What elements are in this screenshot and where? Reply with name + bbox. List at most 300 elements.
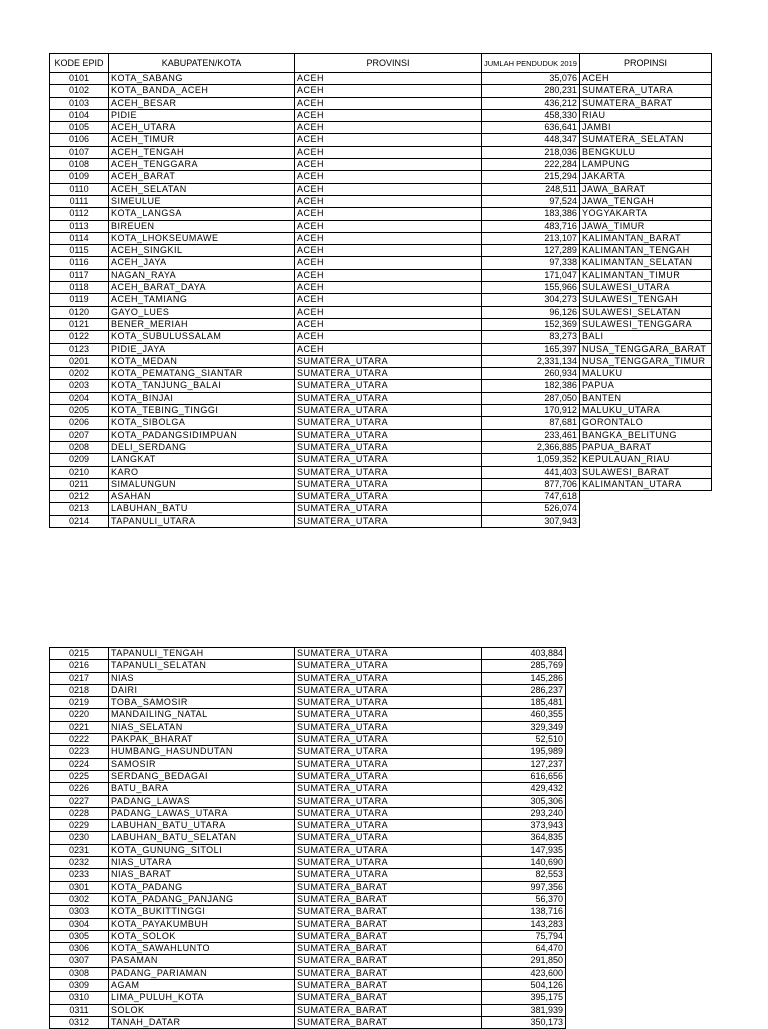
kabupaten-cell: ACEH_TAMIANG bbox=[109, 294, 295, 306]
penduduk-cell: 291,850 bbox=[482, 955, 566, 967]
table-row bbox=[50, 770, 566, 782]
penduduk-cell: 75,794 bbox=[482, 930, 566, 942]
penduduk-cell: 35,076 bbox=[482, 73, 580, 85]
table-row bbox=[50, 466, 712, 478]
propinsi-cell: YOGYAKARTA bbox=[579, 208, 711, 220]
penduduk-cell: 423,600 bbox=[482, 967, 566, 979]
propinsi-cell: BANTEN bbox=[579, 392, 711, 404]
propinsi-cell: NUSA_TENGGARA_TIMUR bbox=[579, 355, 711, 367]
kode-epid-cell: 0309 bbox=[50, 980, 109, 992]
propinsi-cell: SUMATERA_BARAT bbox=[579, 97, 711, 109]
table-row bbox=[50, 992, 566, 1004]
penduduk-cell: 260,934 bbox=[482, 368, 580, 380]
provinsi-cell: SUMATERA_BARAT bbox=[295, 881, 482, 893]
table-row bbox=[50, 257, 712, 269]
table-row bbox=[50, 660, 566, 672]
kabupaten-cell: TOBA_SAMOSIR bbox=[109, 697, 295, 709]
provinsi-cell: ACEH bbox=[295, 146, 482, 158]
kode-epid-cell: 0101 bbox=[50, 73, 109, 85]
provinsi-cell: SUMATERA_UTARA bbox=[295, 405, 482, 417]
penduduk-cell: 381,939 bbox=[482, 1004, 566, 1016]
provinsi-cell: SUMATERA_UTARA bbox=[295, 660, 482, 672]
kabupaten-cell: KOTA_LHOKSEUMAWE bbox=[109, 232, 295, 244]
propinsi-cell bbox=[579, 491, 711, 503]
penduduk-cell: 293,240 bbox=[482, 807, 566, 819]
kode-epid-cell: 0217 bbox=[50, 672, 109, 684]
table-row bbox=[50, 807, 566, 819]
penduduk-cell: 147,935 bbox=[482, 844, 566, 856]
penduduk-cell: 222,284 bbox=[482, 159, 580, 171]
table-row bbox=[50, 405, 712, 417]
header-kabupaten-kota: KABUPATEN/KOTA bbox=[109, 54, 295, 73]
kabupaten-cell: PADANG_LAWAS_UTARA bbox=[109, 807, 295, 819]
kode-epid-cell: 0223 bbox=[50, 746, 109, 758]
kabupaten-cell: KOTA_GUNUNG_SITOLI bbox=[109, 844, 295, 856]
penduduk-cell: 350,173 bbox=[482, 1016, 566, 1028]
kabupaten-cell: BENER_MERIAH bbox=[109, 318, 295, 330]
kabupaten-cell: KOTA_SAWAHLUNTO bbox=[109, 943, 295, 955]
penduduk-cell: 56,370 bbox=[482, 893, 566, 905]
table-row bbox=[50, 122, 712, 134]
provinsi-cell: ACEH bbox=[295, 195, 482, 207]
kode-epid-cell: 0123 bbox=[50, 343, 109, 355]
table-row bbox=[50, 881, 566, 893]
kabupaten-cell: KOTA_MEDAN bbox=[109, 355, 295, 367]
penduduk-cell: 285,769 bbox=[482, 660, 566, 672]
penduduk-cell: 138,716 bbox=[482, 906, 566, 918]
provinsi-cell: SUMATERA_UTARA bbox=[295, 709, 482, 721]
header-jumlah-penduduk: JUMLAH PENDUDUK 2019 bbox=[482, 54, 580, 73]
table-row bbox=[50, 109, 712, 121]
provinsi-cell: SUMATERA_UTARA bbox=[295, 417, 482, 429]
penduduk-cell: 329,349 bbox=[482, 721, 566, 733]
kabupaten-cell: KOTA_LANGSA bbox=[109, 208, 295, 220]
provinsi-cell: ACEH bbox=[295, 282, 482, 294]
table-row bbox=[50, 758, 566, 770]
propinsi-cell: SULAWESI_TENGGARA bbox=[579, 318, 711, 330]
propinsi-cell: KEPULAUAN_RIAU bbox=[579, 454, 711, 466]
provinsi-cell: ACEH bbox=[295, 73, 482, 85]
kode-epid-cell: 0304 bbox=[50, 918, 109, 930]
propinsi-cell bbox=[579, 515, 711, 527]
provinsi-cell: ACEH bbox=[295, 159, 482, 171]
kode-epid-cell: 0310 bbox=[50, 992, 109, 1004]
kode-epid-cell: 0203 bbox=[50, 380, 109, 392]
kabupaten-cell: KOTA_BANDA_ACEH bbox=[109, 85, 295, 97]
provinsi-cell: SUMATERA_UTARA bbox=[295, 832, 482, 844]
provinsi-cell: SUMATERA_UTARA bbox=[295, 857, 482, 869]
table-row bbox=[50, 331, 712, 343]
penduduk-cell: 215,294 bbox=[482, 171, 580, 183]
provinsi-cell: SUMATERA_BARAT bbox=[295, 918, 482, 930]
kabupaten-cell: ACEH_BESAR bbox=[109, 97, 295, 109]
kabupaten-cell: KOTA_PAYAKUMBUH bbox=[109, 918, 295, 930]
population-table-bottom bbox=[49, 647, 566, 1029]
penduduk-cell: 287,050 bbox=[482, 392, 580, 404]
provinsi-cell: ACEH bbox=[295, 318, 482, 330]
penduduk-cell: 436,212 bbox=[482, 97, 580, 109]
kode-epid-cell: 0216 bbox=[50, 660, 109, 672]
kode-epid-cell: 0215 bbox=[50, 648, 109, 660]
kode-epid-cell: 0209 bbox=[50, 454, 109, 466]
table-row bbox=[50, 515, 712, 527]
kode-epid-cell: 0219 bbox=[50, 697, 109, 709]
kabupaten-cell: BIREUEN bbox=[109, 220, 295, 232]
provinsi-cell: SUMATERA_BARAT bbox=[295, 893, 482, 905]
kode-epid-cell: 0306 bbox=[50, 943, 109, 955]
kode-epid-cell: 0210 bbox=[50, 466, 109, 478]
propinsi-cell bbox=[579, 503, 711, 515]
penduduk-cell: 441,403 bbox=[482, 466, 580, 478]
propinsi-cell: PAPUA bbox=[579, 380, 711, 392]
provinsi-cell: SUMATERA_BARAT bbox=[295, 967, 482, 979]
kabupaten-cell: LIMA_PULUH_KOTA bbox=[109, 992, 295, 1004]
kabupaten-cell: ACEH_SELATAN bbox=[109, 183, 295, 195]
kabupaten-cell: HUMBANG_HASUNDUTAN bbox=[109, 746, 295, 758]
table-row bbox=[50, 368, 712, 380]
propinsi-cell: JAWA_TENGAH bbox=[579, 195, 711, 207]
kabupaten-cell: TAPANULI_UTARA bbox=[109, 515, 295, 527]
provinsi-cell: SUMATERA_UTARA bbox=[295, 515, 482, 527]
table-row bbox=[50, 478, 712, 490]
kabupaten-cell: SIMALUNGUN bbox=[109, 478, 295, 490]
provinsi-cell: ACEH bbox=[295, 85, 482, 97]
kabupaten-cell: KARO bbox=[109, 466, 295, 478]
kabupaten-cell: ACEH_UTARA bbox=[109, 122, 295, 134]
penduduk-cell: 364,835 bbox=[482, 832, 566, 844]
kode-epid-cell: 0207 bbox=[50, 429, 109, 441]
kabupaten-cell: KOTA_BUKITTINGGI bbox=[109, 906, 295, 918]
penduduk-cell: 286,237 bbox=[482, 684, 566, 696]
kode-epid-cell: 0305 bbox=[50, 930, 109, 942]
provinsi-cell: SUMATERA_UTARA bbox=[295, 380, 482, 392]
provinsi-cell: SUMATERA_BARAT bbox=[295, 906, 482, 918]
table-row bbox=[50, 721, 566, 733]
provinsi-cell: ACEH bbox=[295, 171, 482, 183]
provinsi-cell: SUMATERA_UTARA bbox=[295, 454, 482, 466]
kode-epid-cell: 0119 bbox=[50, 294, 109, 306]
kode-epid-cell: 0303 bbox=[50, 906, 109, 918]
propinsi-cell: MALUKU bbox=[579, 368, 711, 380]
kode-epid-cell: 0302 bbox=[50, 893, 109, 905]
kabupaten-cell: GAYO_LUES bbox=[109, 306, 295, 318]
table-row bbox=[50, 171, 712, 183]
kabupaten-cell: ACEH_BARAT_DAYA bbox=[109, 282, 295, 294]
table-row bbox=[50, 73, 712, 85]
penduduk-cell: 233,461 bbox=[482, 429, 580, 441]
table-row bbox=[50, 1016, 566, 1028]
propinsi-cell: MALUKU_UTARA bbox=[579, 405, 711, 417]
provinsi-cell: ACEH bbox=[295, 306, 482, 318]
provinsi-cell: SUMATERA_UTARA bbox=[295, 697, 482, 709]
table-row bbox=[50, 441, 712, 453]
kabupaten-cell: ACEH_JAYA bbox=[109, 257, 295, 269]
kabupaten-cell: KOTA_PADANG_PANJANG bbox=[109, 893, 295, 905]
provinsi-cell: ACEH bbox=[295, 232, 482, 244]
provinsi-cell: SUMATERA_UTARA bbox=[295, 491, 482, 503]
table-row bbox=[50, 195, 712, 207]
penduduk-cell: 83,273 bbox=[482, 331, 580, 343]
propinsi-cell: KALIMANTAN_TIMUR bbox=[579, 269, 711, 281]
provinsi-cell: SUMATERA_UTARA bbox=[295, 684, 482, 696]
provinsi-cell: SUMATERA_UTARA bbox=[295, 672, 482, 684]
kode-epid-cell: 0225 bbox=[50, 770, 109, 782]
propinsi-cell: NUSA_TENGGARA_BARAT bbox=[579, 343, 711, 355]
kabupaten-cell: TAPANULI_SELATAN bbox=[109, 660, 295, 672]
propinsi-cell: ACEH bbox=[579, 73, 711, 85]
penduduk-cell: 248,511 bbox=[482, 183, 580, 195]
kabupaten-cell: SOLOK bbox=[109, 1004, 295, 1016]
propinsi-cell: BANGKA_BELITUNG bbox=[579, 429, 711, 441]
kabupaten-cell: KOTA_TEBING_TINGGI bbox=[109, 405, 295, 417]
penduduk-cell: 182,386 bbox=[482, 380, 580, 392]
penduduk-cell: 96,126 bbox=[482, 306, 580, 318]
kabupaten-cell: PAKPAK_BHARAT bbox=[109, 734, 295, 746]
provinsi-cell: SUMATERA_UTARA bbox=[295, 770, 482, 782]
table-row bbox=[50, 869, 566, 881]
table-row bbox=[50, 795, 566, 807]
penduduk-cell: 97,524 bbox=[482, 195, 580, 207]
provinsi-cell: SUMATERA_BARAT bbox=[295, 992, 482, 1004]
propinsi-cell: JAWA_BARAT bbox=[579, 183, 711, 195]
table-row bbox=[50, 844, 566, 856]
penduduk-cell: 127,237 bbox=[482, 758, 566, 770]
provinsi-cell: SUMATERA_BARAT bbox=[295, 943, 482, 955]
penduduk-cell: 2,366,885 bbox=[482, 441, 580, 453]
provinsi-cell: SUMATERA_BARAT bbox=[295, 1016, 482, 1028]
kabupaten-cell: ACEH_BARAT bbox=[109, 171, 295, 183]
provinsi-cell: SUMATERA_BARAT bbox=[295, 1004, 482, 1016]
kabupaten-cell: NIAS_BARAT bbox=[109, 869, 295, 881]
penduduk-cell: 52,510 bbox=[482, 734, 566, 746]
kode-epid-cell: 0226 bbox=[50, 783, 109, 795]
kabupaten-cell: NAGAN_RAYA bbox=[109, 269, 295, 281]
penduduk-cell: 526,074 bbox=[482, 503, 580, 515]
kabupaten-cell: TAPANULI_TENGAH bbox=[109, 648, 295, 660]
kode-epid-cell: 0228 bbox=[50, 807, 109, 819]
kode-epid-cell: 0121 bbox=[50, 318, 109, 330]
penduduk-cell: 185,481 bbox=[482, 697, 566, 709]
kabupaten-cell: SERDANG_BEDAGAI bbox=[109, 770, 295, 782]
kode-epid-cell: 0110 bbox=[50, 183, 109, 195]
population-table-top bbox=[49, 53, 712, 528]
table-row bbox=[50, 232, 712, 244]
table-row bbox=[50, 930, 566, 942]
kabupaten-cell: LABUHAN_BATU_UTARA bbox=[109, 820, 295, 832]
provinsi-cell: SUMATERA_UTARA bbox=[295, 355, 482, 367]
table-row bbox=[50, 906, 566, 918]
kabupaten-cell: ACEH_TENGAH bbox=[109, 146, 295, 158]
kabupaten-cell: KOTA_PADANG bbox=[109, 881, 295, 893]
provinsi-cell: SUMATERA_UTARA bbox=[295, 820, 482, 832]
table-row bbox=[50, 355, 712, 367]
kabupaten-cell: SIMEULUE bbox=[109, 195, 295, 207]
penduduk-cell: 195,989 bbox=[482, 746, 566, 758]
penduduk-cell: 373,943 bbox=[482, 820, 566, 832]
kabupaten-cell: NIAS_SELATAN bbox=[109, 721, 295, 733]
kode-epid-cell: 0115 bbox=[50, 245, 109, 257]
kabupaten-cell: BATU_BARA bbox=[109, 783, 295, 795]
table-row bbox=[50, 648, 566, 660]
penduduk-cell: 152,369 bbox=[482, 318, 580, 330]
kode-epid-cell: 0208 bbox=[50, 441, 109, 453]
kode-epid-cell: 0220 bbox=[50, 709, 109, 721]
penduduk-cell: 307,943 bbox=[482, 515, 580, 527]
penduduk-cell: 170,912 bbox=[482, 405, 580, 417]
header-row bbox=[50, 54, 712, 73]
kabupaten-cell: MANDAILING_NATAL bbox=[109, 709, 295, 721]
provinsi-cell: SUMATERA_UTARA bbox=[295, 648, 482, 660]
propinsi-cell: KALIMANTAN_BARAT bbox=[579, 232, 711, 244]
kode-epid-cell: 0211 bbox=[50, 478, 109, 490]
penduduk-cell: 87,681 bbox=[482, 417, 580, 429]
header-provinsi: PROVINSI bbox=[295, 54, 482, 73]
provinsi-cell: ACEH bbox=[295, 220, 482, 232]
kabupaten-cell: NIAS_UTARA bbox=[109, 857, 295, 869]
table-row bbox=[50, 134, 712, 146]
kode-epid-cell: 0204 bbox=[50, 392, 109, 404]
kode-epid-cell: 0224 bbox=[50, 758, 109, 770]
table-row bbox=[50, 967, 566, 979]
kode-epid-cell: 0214 bbox=[50, 515, 109, 527]
kabupaten-cell: DAIRI bbox=[109, 684, 295, 696]
table-row bbox=[50, 318, 712, 330]
table-row bbox=[50, 454, 712, 466]
kabupaten-cell: ASAHAN bbox=[109, 491, 295, 503]
propinsi-cell: BENGKULU bbox=[579, 146, 711, 158]
kode-epid-cell: 0206 bbox=[50, 417, 109, 429]
provinsi-cell: SUMATERA_UTARA bbox=[295, 441, 482, 453]
provinsi-cell: ACEH bbox=[295, 269, 482, 281]
penduduk-cell: 1,059,352 bbox=[482, 454, 580, 466]
table-row bbox=[50, 820, 566, 832]
provinsi-cell: ACEH bbox=[295, 331, 482, 343]
kode-epid-cell: 0122 bbox=[50, 331, 109, 343]
table-row bbox=[50, 955, 566, 967]
propinsi-cell: KALIMANTAN_SELATAN bbox=[579, 257, 711, 269]
provinsi-cell: ACEH bbox=[295, 294, 482, 306]
provinsi-cell: ACEH bbox=[295, 343, 482, 355]
kode-epid-cell: 0120 bbox=[50, 306, 109, 318]
table-row bbox=[50, 294, 712, 306]
provinsi-cell: SUMATERA_UTARA bbox=[295, 392, 482, 404]
kabupaten-cell: LANGKAT bbox=[109, 454, 295, 466]
kode-epid-cell: 0108 bbox=[50, 159, 109, 171]
penduduk-cell: 280,231 bbox=[482, 85, 580, 97]
table-row bbox=[50, 380, 712, 392]
penduduk-cell: 143,283 bbox=[482, 918, 566, 930]
penduduk-cell: 2,331,134 bbox=[482, 355, 580, 367]
kabupaten-cell: KOTA_BINJAI bbox=[109, 392, 295, 404]
kabupaten-cell: AGAM bbox=[109, 980, 295, 992]
provinsi-cell: SUMATERA_BARAT bbox=[295, 980, 482, 992]
provinsi-cell: SUMATERA_UTARA bbox=[295, 783, 482, 795]
kode-epid-cell: 0113 bbox=[50, 220, 109, 232]
table-row bbox=[50, 306, 712, 318]
propinsi-cell: SUMATERA_SELATAN bbox=[579, 134, 711, 146]
kabupaten-cell: LABUHAN_BATU bbox=[109, 503, 295, 515]
kode-epid-cell: 0307 bbox=[50, 955, 109, 967]
table-row bbox=[50, 684, 566, 696]
penduduk-cell: 140,690 bbox=[482, 857, 566, 869]
kode-epid-cell: 0311 bbox=[50, 1004, 109, 1016]
kabupaten-cell: LABUHAN_BATU_SELATAN bbox=[109, 832, 295, 844]
kabupaten-cell: ACEH_SINGKIL bbox=[109, 245, 295, 257]
table-row bbox=[50, 893, 566, 905]
provinsi-cell: ACEH bbox=[295, 97, 482, 109]
penduduk-cell: 171,047 bbox=[482, 269, 580, 281]
penduduk-cell: 429,432 bbox=[482, 783, 566, 795]
provinsi-cell: ACEH bbox=[295, 134, 482, 146]
propinsi-cell: BALI bbox=[579, 331, 711, 343]
kabupaten-cell: KOTA_SOLOK bbox=[109, 930, 295, 942]
table-row bbox=[50, 245, 712, 257]
provinsi-cell: SUMATERA_UTARA bbox=[295, 807, 482, 819]
provinsi-cell: SUMATERA_UTARA bbox=[295, 869, 482, 881]
kode-epid-cell: 0312 bbox=[50, 1016, 109, 1028]
kabupaten-cell: PIDIE bbox=[109, 109, 295, 121]
penduduk-cell: 997,356 bbox=[482, 881, 566, 893]
table-row bbox=[50, 697, 566, 709]
propinsi-cell: GORONTALO bbox=[579, 417, 711, 429]
propinsi-cell: KALIMANTAN_TENGAH bbox=[579, 245, 711, 257]
kabupaten-cell: PASAMAN bbox=[109, 955, 295, 967]
kabupaten-cell: KOTA_SUBULUSSALAM bbox=[109, 331, 295, 343]
table-row bbox=[50, 208, 712, 220]
penduduk-cell: 218,036 bbox=[482, 146, 580, 158]
table-row bbox=[50, 734, 566, 746]
kode-epid-cell: 0301 bbox=[50, 881, 109, 893]
penduduk-cell: 460,355 bbox=[482, 709, 566, 721]
provinsi-cell: SUMATERA_UTARA bbox=[295, 503, 482, 515]
header-kode-epid: KODE EPID bbox=[50, 54, 109, 73]
kode-epid-cell: 0102 bbox=[50, 85, 109, 97]
kabupaten-cell: PIDIE_JAYA bbox=[109, 343, 295, 355]
kode-epid-cell: 0221 bbox=[50, 721, 109, 733]
kode-epid-cell: 0116 bbox=[50, 257, 109, 269]
table-row bbox=[50, 146, 712, 158]
provinsi-cell: SUMATERA_UTARA bbox=[295, 368, 482, 380]
penduduk-cell: 145,286 bbox=[482, 672, 566, 684]
kode-epid-cell: 0231 bbox=[50, 844, 109, 856]
penduduk-cell: 165,397 bbox=[482, 343, 580, 355]
provinsi-cell: SUMATERA_UTARA bbox=[295, 844, 482, 856]
kabupaten-cell: SAMOSIR bbox=[109, 758, 295, 770]
kabupaten-cell: KOTA_SABANG bbox=[109, 73, 295, 85]
provinsi-cell: SUMATERA_UTARA bbox=[295, 734, 482, 746]
table-row bbox=[50, 918, 566, 930]
kode-epid-cell: 0218 bbox=[50, 684, 109, 696]
penduduk-cell: 213,107 bbox=[482, 232, 580, 244]
table-row bbox=[50, 282, 712, 294]
provinsi-cell: SUMATERA_UTARA bbox=[295, 746, 482, 758]
table-row bbox=[50, 503, 712, 515]
penduduk-cell: 616,656 bbox=[482, 770, 566, 782]
penduduk-cell: 504,126 bbox=[482, 980, 566, 992]
provinsi-cell: SUMATERA_BARAT bbox=[295, 930, 482, 942]
kode-epid-cell: 0106 bbox=[50, 134, 109, 146]
propinsi-cell: SULAWESI_SELATAN bbox=[579, 306, 711, 318]
provinsi-cell: ACEH bbox=[295, 245, 482, 257]
kode-epid-cell: 0205 bbox=[50, 405, 109, 417]
table-row bbox=[50, 392, 712, 404]
kode-epid-cell: 0201 bbox=[50, 355, 109, 367]
penduduk-cell: 403,884 bbox=[482, 648, 566, 660]
provinsi-cell: ACEH bbox=[295, 109, 482, 121]
table-row bbox=[50, 1004, 566, 1016]
penduduk-cell: 82,553 bbox=[482, 869, 566, 881]
table-row bbox=[50, 85, 712, 97]
